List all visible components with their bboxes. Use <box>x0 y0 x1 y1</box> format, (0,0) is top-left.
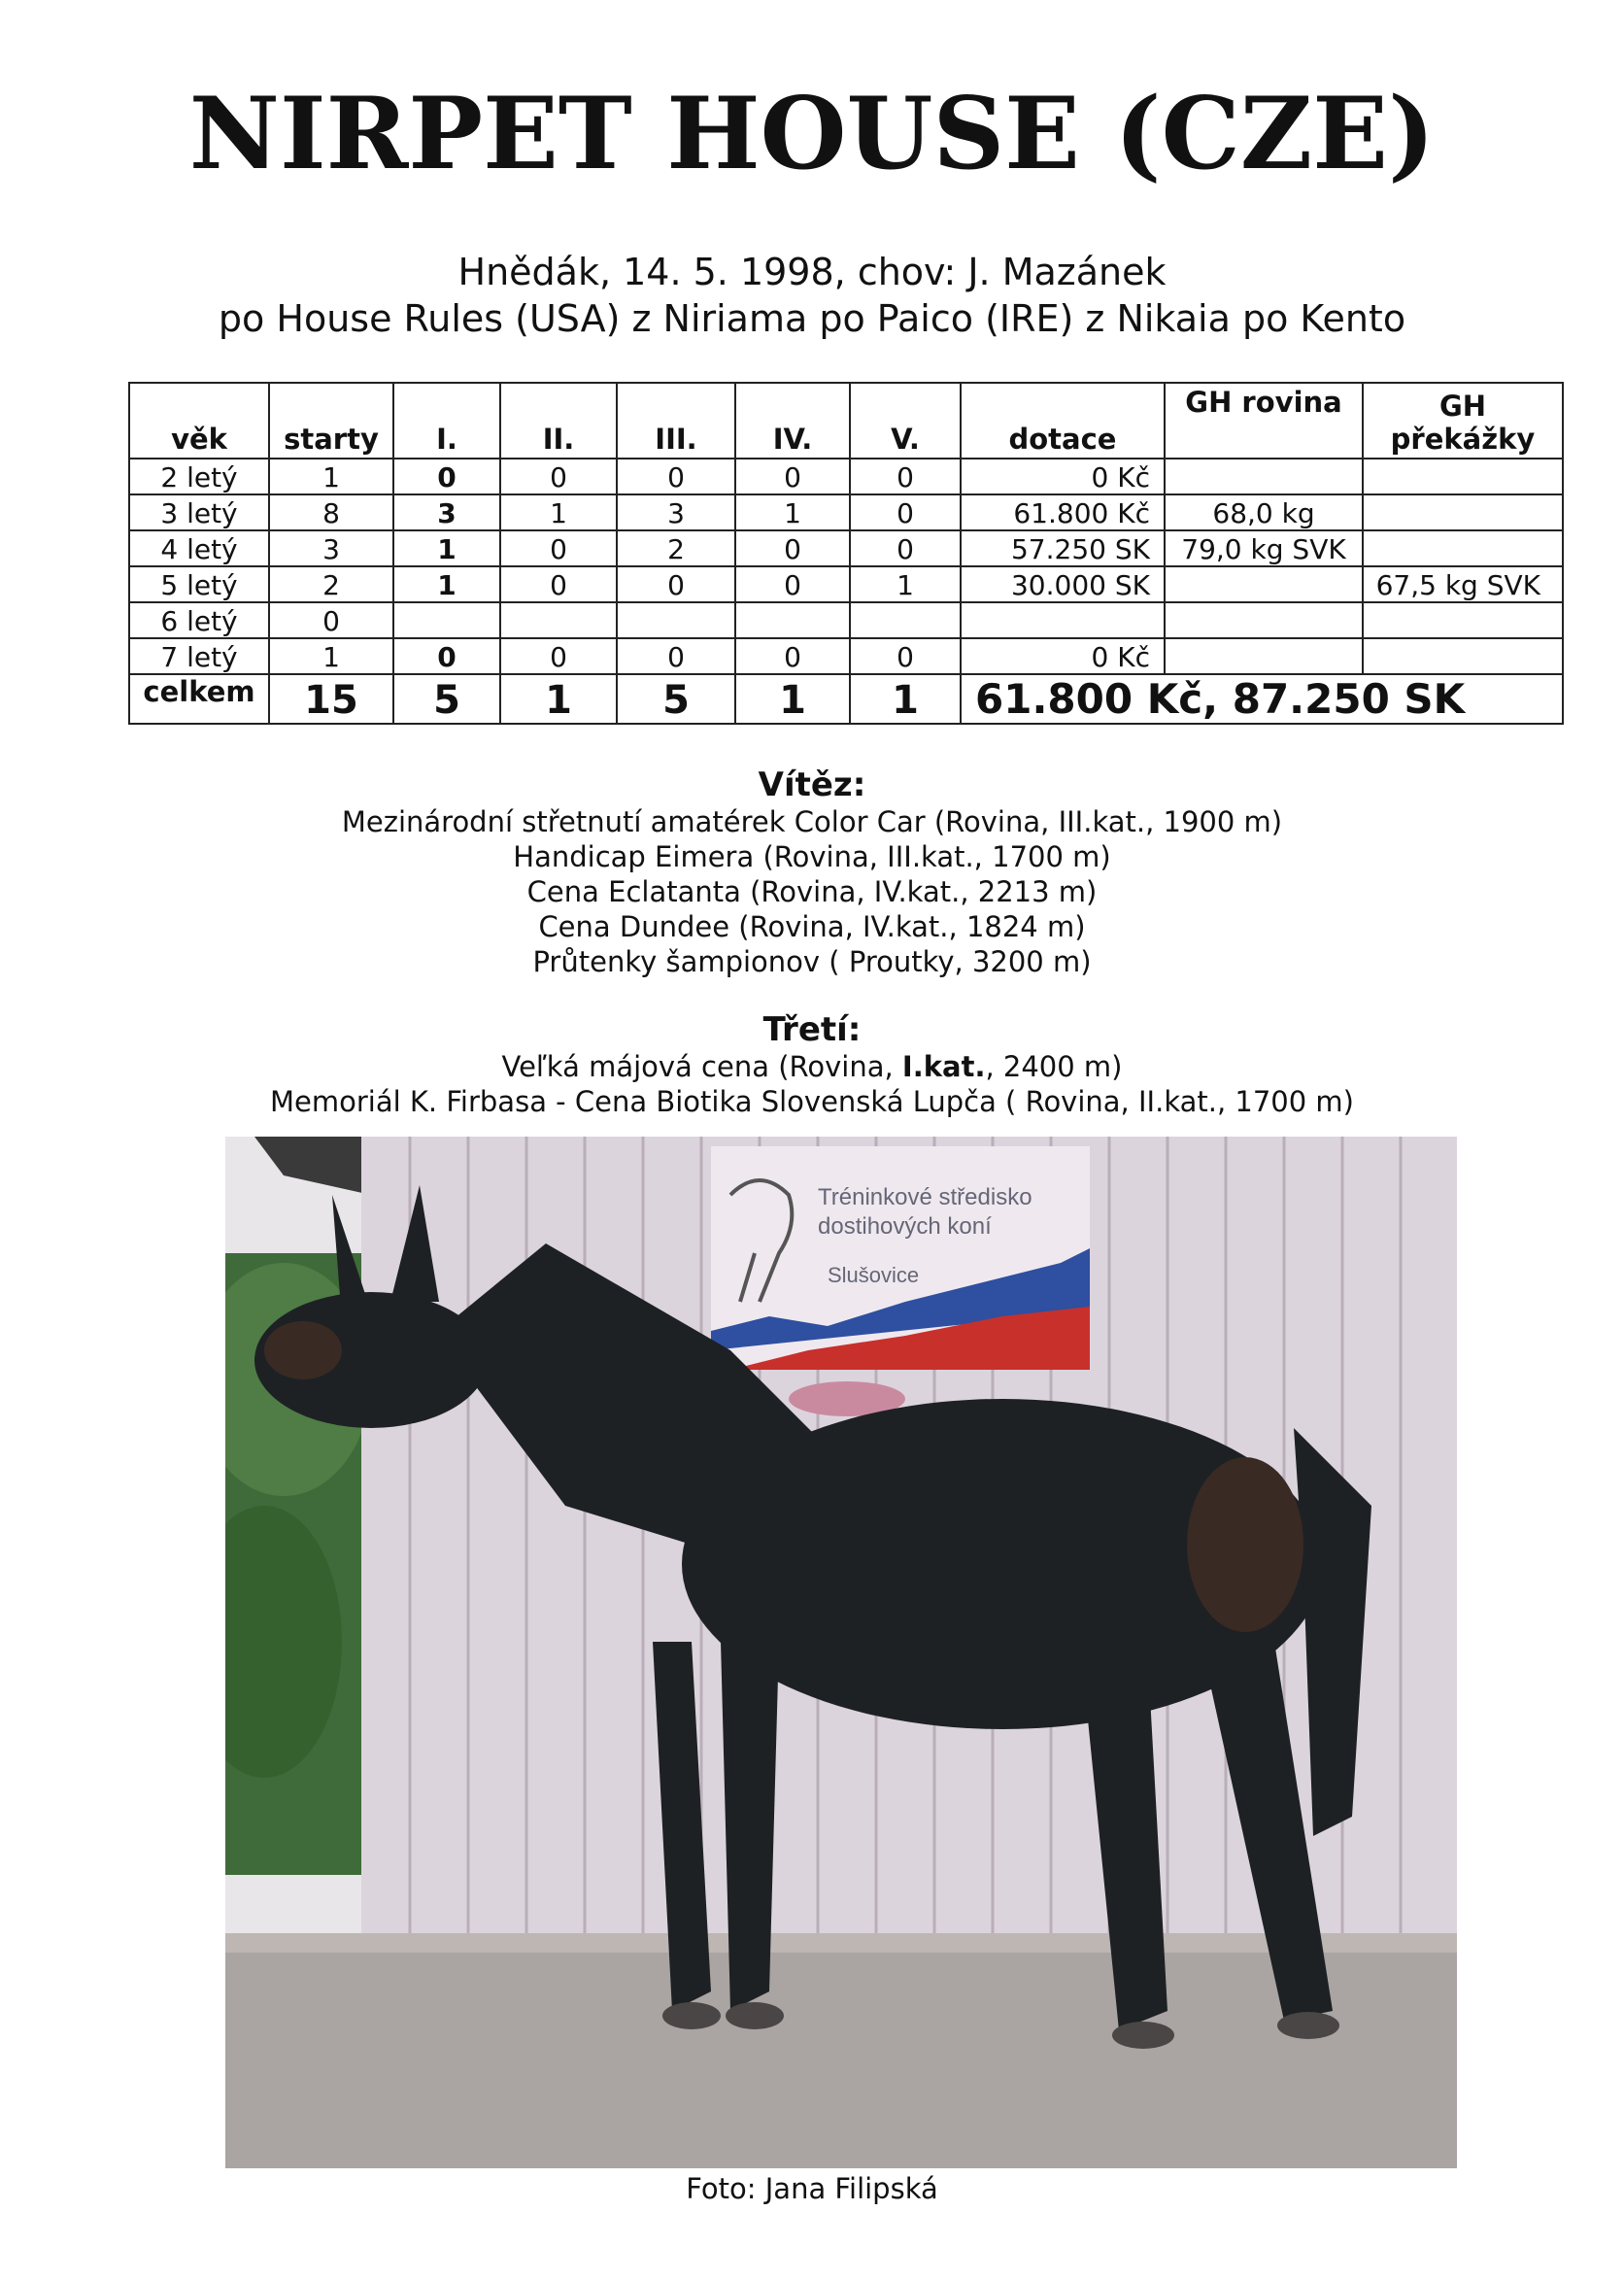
cell-fifth: 0 <box>850 459 961 494</box>
cell-gh-jump <box>1363 530 1563 566</box>
cell-third: 2 <box>617 530 735 566</box>
total-earnings: 61.800 Kč, 87.250 SK <box>961 674 1563 724</box>
cell-gh-jump <box>1363 459 1563 494</box>
cell-second: 1 <box>500 494 617 530</box>
winner-section <box>0 766 1624 979</box>
cell-fourth: 0 <box>735 530 850 566</box>
cell-fourth: 0 <box>735 638 850 674</box>
cell-fifth: 0 <box>850 530 961 566</box>
cell-earnings: 57.250 SK <box>961 530 1165 566</box>
header-fifth: V. <box>850 383 961 459</box>
cell-fifth: 0 <box>850 638 961 674</box>
cell-age: 3 letý <box>129 494 269 530</box>
list-item: Cena Eclatanta (Rovina, IV.kat., 2213 m) <box>526 875 1098 908</box>
cell-earnings <box>961 602 1165 638</box>
cell-first: 0 <box>393 638 500 674</box>
cell-starts: 8 <box>269 494 393 530</box>
cell-gh-flat <box>1165 566 1363 602</box>
table-total-row <box>129 674 1563 724</box>
cell-fourth: 1 <box>735 494 850 530</box>
cell-second: 0 <box>500 459 617 494</box>
cell-third: 0 <box>617 566 735 602</box>
total-starts: 15 <box>269 674 393 724</box>
cell-third <box>617 602 735 638</box>
cell-gh-flat: 79,0 kg SVK <box>1165 530 1363 566</box>
cell-fifth: 1 <box>850 566 961 602</box>
cell-gh-jump <box>1363 494 1563 530</box>
horse-photo <box>225 1137 1457 2168</box>
cell-first: 3 <box>393 494 500 530</box>
table-row <box>129 638 1563 674</box>
cell-gh-jump: 67,5 kg SVK <box>1363 566 1563 602</box>
cell-earnings: 0 Kč <box>961 459 1165 494</box>
header-age: věk <box>129 383 269 459</box>
header-earnings: dotace <box>961 383 1165 459</box>
cell-second: 0 <box>500 638 617 674</box>
cell-earnings: 0 Kč <box>961 638 1165 674</box>
cell-first: 1 <box>393 530 500 566</box>
header-gh-flat: GH rovina <box>1165 383 1363 459</box>
cell-age: 7 letý <box>129 638 269 674</box>
sign-text-1: Tréninkové středisko <box>818 1184 1032 1210</box>
cell-age: 2 letý <box>129 459 269 494</box>
cell-gh-flat <box>1165 602 1363 638</box>
header-first: I. <box>393 383 500 459</box>
table-header-row <box>129 383 1563 459</box>
cell-third: 0 <box>617 638 735 674</box>
table-row <box>129 459 1563 494</box>
list-item: Memoriál K. Firbasa - Cena Biotika Slovenská Lupča ( Rovina, II.kat., 1700 m) <box>270 1085 1354 1118</box>
cell-fourth: 0 <box>735 566 850 602</box>
cell-gh-jump <box>1363 602 1563 638</box>
list-item: Průtenky šampionov ( Proutky, 3200 m) <box>532 945 1092 978</box>
cell-fourth: 0 <box>735 459 850 494</box>
cell-third: 0 <box>617 459 735 494</box>
cell-first: 0 <box>393 459 500 494</box>
cell-starts: 0 <box>269 602 393 638</box>
table-row <box>129 494 1563 530</box>
horse-name-title: NIRPET HOUSE (CZE) <box>188 76 1436 192</box>
third-place-section <box>0 1010 1624 1119</box>
total-fifth: 1 <box>850 674 961 724</box>
cell-third: 3 <box>617 494 735 530</box>
cell-age: 6 letý <box>129 602 269 638</box>
cell-fifth <box>850 602 961 638</box>
photo-caption: Foto: Jana Filipská <box>686 2172 938 2205</box>
table-row <box>129 602 1563 638</box>
cell-age: 4 letý <box>129 530 269 566</box>
cell-gh-flat <box>1165 459 1363 494</box>
cell-gh-jump <box>1363 638 1563 674</box>
cell-starts: 3 <box>269 530 393 566</box>
total-fourth: 1 <box>735 674 850 724</box>
cell-gh-flat <box>1165 638 1363 674</box>
sign-text-3: Slušovice <box>828 1263 920 1287</box>
header-third: III. <box>617 383 735 459</box>
total-first: 5 <box>393 674 500 724</box>
cell-first <box>393 602 500 638</box>
table-row <box>129 566 1563 602</box>
training-center-sign <box>711 1146 1090 1370</box>
header-gh-jump: GH překážky <box>1363 383 1563 459</box>
winner-heading: Vítěz: <box>758 766 866 804</box>
total-label: celkem <box>129 674 269 724</box>
cell-second: 0 <box>500 530 617 566</box>
list-item: Mezinárodní střetnutí amatérek Color Car (Rovina, III.kat., 1900 m) <box>341 805 1283 838</box>
cell-second: 0 <box>500 566 617 602</box>
header-fourth: IV. <box>735 383 850 459</box>
header-second: II. <box>500 383 617 459</box>
horse-pedigree: po House Rules (USA) z Niriama po Paico (IRE) z Nikaia po Kento <box>218 297 1406 340</box>
cell-fourth <box>735 602 850 638</box>
cell-earnings: 61.800 Kč <box>961 494 1165 530</box>
cell-gh-flat: 68,0 kg <box>1165 494 1363 530</box>
total-second: 1 <box>500 674 617 724</box>
cell-fifth: 0 <box>850 494 961 530</box>
list-item: Handicap Eimera (Rovina, III.kat., 1700 m) <box>513 840 1111 873</box>
sign-text-2: dostihových koní <box>818 1213 992 1240</box>
header-starts: starty <box>269 383 393 459</box>
cell-first: 1 <box>393 566 500 602</box>
cell-starts: 1 <box>269 638 393 674</box>
horse-details: Hnědák, 14. 5. 1998, chov: J. Mazánek <box>457 251 1167 293</box>
table-row <box>129 530 1563 566</box>
cell-earnings: 30.000 SK <box>961 566 1165 602</box>
race-stats-table <box>128 382 1564 725</box>
cell-starts: 1 <box>269 459 393 494</box>
list-item: Veľká májová cena (Rovina, I.kat., 2400 m) <box>501 1050 1123 1083</box>
list-item: Cena Dundee (Rovina, IV.kat., 1824 m) <box>538 910 1086 943</box>
cell-starts: 2 <box>269 566 393 602</box>
total-third: 5 <box>617 674 735 724</box>
third-heading: Třetí: <box>762 1010 862 1049</box>
cell-second <box>500 602 617 638</box>
cell-age: 5 letý <box>129 566 269 602</box>
